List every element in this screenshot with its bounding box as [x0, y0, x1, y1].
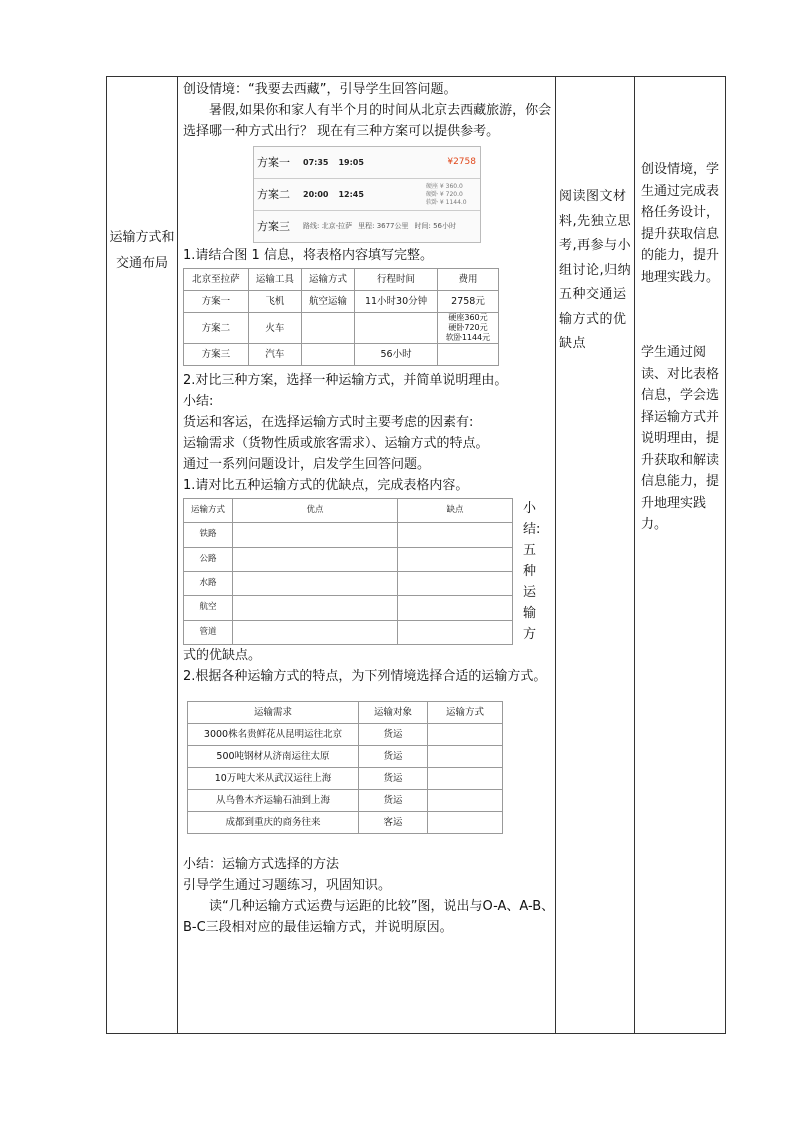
column-divider [634, 77, 635, 1033]
table-cell [233, 547, 398, 571]
table-header: 运输工具 [248, 269, 301, 291]
five-modes-table [183, 498, 513, 645]
table-header-row [188, 702, 503, 724]
table-cell: 10万吨大米从武汉运往上海 [188, 768, 359, 790]
row-label: 运输方式和交通布局 [109, 230, 175, 271]
table-cell [428, 746, 503, 768]
table-row [188, 768, 503, 790]
plans-comparison-table [183, 268, 499, 366]
table-cell: 飞机 [248, 291, 301, 313]
fare-line: 硬座360元 [448, 313, 488, 322]
table-cell: 火车 [248, 313, 301, 344]
table-cell [233, 571, 398, 595]
departure-time: 20:00 [303, 190, 329, 199]
student-activity: 阅读图文材料,先独立思考,再参与小组讨论,归纳五种交通运输方式的优缺点 [559, 189, 632, 351]
table-header: 费用 [438, 269, 499, 291]
table-cell: 货运 [359, 724, 428, 746]
intro-line: 创设情境：“我要去西藏”，引导学生回答问题。 [183, 82, 457, 97]
table-cell: 方案二 [184, 313, 249, 344]
summary-paragraph: 读“几种运输方式运费与运距的比较”图，说出与O-A、A-B、B-C三段相对应的最佳运输方式，并说明原因。 [183, 899, 555, 935]
table-cell [233, 596, 398, 620]
table-row [184, 313, 499, 344]
summary-line: 通过一系列问题设计，启发学生回答问题。 [183, 457, 431, 472]
table-header: 缺点 [398, 499, 513, 523]
summary-title: 小结: [183, 394, 214, 409]
fare-line: 硬卧720元 [448, 323, 488, 332]
table-cell: 公路 [184, 547, 233, 571]
table-cell: 货运 [359, 746, 428, 768]
table-row [184, 547, 513, 571]
table-cell: 成都到重庆的商务往来 [188, 812, 359, 834]
fare-item: 硬座 ¥ 360.0 [426, 182, 463, 190]
table-header: 运输方式 [184, 499, 233, 523]
side-summary [513, 498, 541, 645]
side-char: 五 [523, 543, 537, 558]
table-row [188, 790, 503, 812]
column-divider [177, 77, 178, 1033]
plan-two [254, 179, 480, 211]
scenario-table [187, 701, 503, 834]
table-cell [428, 724, 503, 746]
table-cell: 货运 [359, 768, 428, 790]
table-row [188, 724, 503, 746]
distance-info: 里程: 3677公里 [358, 222, 409, 230]
table-row [184, 291, 499, 313]
table-cell: 方案三 [184, 344, 249, 366]
table-cell [398, 547, 513, 571]
table-cell [301, 313, 354, 344]
task-one: 1.请结合图 1 信息，将表格内容填写完整。 [183, 248, 433, 263]
table-cell: 从乌鲁木齐运输石油到上海 [188, 790, 359, 812]
intent-paragraph: 创设情境，学生通过完成表格任务设计，提升获取信息的能力，提升地理实践力。 [641, 162, 720, 285]
table-cell: 汽车 [248, 344, 301, 366]
table-cell: 方案一 [184, 291, 249, 313]
table-cell [398, 571, 513, 595]
plan-name: 方案二 [257, 188, 290, 201]
side-char: 输 [523, 606, 537, 621]
table-cell [301, 344, 354, 366]
table-cell [438, 313, 499, 344]
task-two: 2.对比三种方案，选择一种运输方式，并简单说明理由。 [183, 373, 508, 388]
table-cell [428, 812, 503, 834]
departure-time: 07:35 [303, 158, 329, 167]
side-char: 运 [523, 585, 537, 600]
fare-item: 硬卧 ¥ 720.0 [426, 190, 463, 198]
plan-name: 方案一 [257, 156, 290, 169]
table-cell [428, 790, 503, 812]
table-cell: 2758元 [438, 291, 499, 313]
intent-paragraph: 学生通过阅读、对比表格信息，学会选择运输方式并说明理由，提升获取和解读信息能力，提升地理实践力。 [641, 345, 720, 532]
table-cell [438, 344, 499, 366]
summary-line: 小结：运输方式选择的方法 [183, 857, 340, 872]
design-intent [641, 159, 725, 536]
table-row [184, 344, 499, 366]
side-char: 方 [523, 627, 537, 642]
table-header-row [184, 269, 499, 291]
table-row [188, 746, 503, 768]
table-cell: 水路 [184, 571, 233, 595]
summary-line: 运输需求（货物性质或旅客需求）、运输方式的特点。 [183, 436, 489, 451]
task-three: 2.根据各种运输方式的特点，为下列情境选择合适的运输方式。 [183, 669, 547, 684]
table-cell: 500吨钢材从济南运往太原 [188, 746, 359, 768]
table-cell: 客运 [359, 812, 428, 834]
plan-name: 方案三 [257, 220, 290, 233]
table-header: 运输需求 [188, 702, 359, 724]
plan-price: ¥2758 [447, 157, 476, 167]
side-char: 结: [523, 522, 541, 537]
table-row [184, 523, 513, 547]
route-info: 路线: 北京-拉萨 [303, 222, 353, 230]
plan-one [254, 147, 480, 179]
column-divider [555, 77, 556, 1033]
lesson-table [106, 76, 726, 1034]
table-row [184, 620, 513, 644]
table-cell [398, 523, 513, 547]
table-cell [355, 313, 438, 344]
table-cell: 56小时 [355, 344, 438, 366]
summary-line: 引导学生通过习题练习，巩固知识。 [183, 878, 392, 893]
table-header: 北京至拉萨 [184, 269, 249, 291]
fare-item: 软卧 ¥ 1144.0 [426, 198, 467, 206]
summary-line: 1.请对比五种运输方式的优缺点，完成表格内容。 [183, 478, 469, 493]
plans-image [253, 146, 481, 243]
table-cell [428, 768, 503, 790]
table-cell: 11小时30分钟 [355, 291, 438, 313]
table-cell: 货运 [359, 790, 428, 812]
table-row [188, 812, 503, 834]
arrival-time: 19:05 [338, 158, 364, 167]
table-cell [398, 620, 513, 644]
side-char: 小 [523, 501, 537, 516]
time-info: 时间: 56小时 [414, 222, 457, 230]
intro-paragraph: 暑假,如果你和家人有半个月的时间从北京去西藏旅游，你会选择哪一种方式出行？ 现在有三种方案可以提供参考。 [183, 103, 552, 139]
table-header: 运输对象 [359, 702, 428, 724]
table-header: 优点 [233, 499, 398, 523]
table-cell: 铁路 [184, 523, 233, 547]
table-header: 运输方式 [301, 269, 354, 291]
table-cell [233, 523, 398, 547]
table-row [184, 571, 513, 595]
teaching-content [183, 79, 555, 938]
table-cell: 航空 [184, 596, 233, 620]
table-cell: 管道 [184, 620, 233, 644]
five-modes-section [183, 498, 555, 645]
table-cell: 航空运输 [301, 291, 354, 313]
table-header-row [184, 499, 513, 523]
table-header: 行程时间 [355, 269, 438, 291]
table-cell [398, 596, 513, 620]
plan-three [254, 211, 480, 242]
summary-line: 货运和客运，在选择运输方式时主要考虑的因素有: [183, 415, 474, 430]
fare-line: 软卧1144元 [445, 333, 491, 342]
arrival-time: 12:45 [338, 190, 364, 199]
table-row [184, 596, 513, 620]
table-cell: 3000株名贵鲜花从昆明运往北京 [188, 724, 359, 746]
fare-list [426, 183, 480, 207]
summary-continuation: 式的优缺点。 [183, 648, 262, 663]
table-header: 运输方式 [428, 702, 503, 724]
side-char: 种 [523, 564, 537, 579]
table-cell [233, 620, 398, 644]
